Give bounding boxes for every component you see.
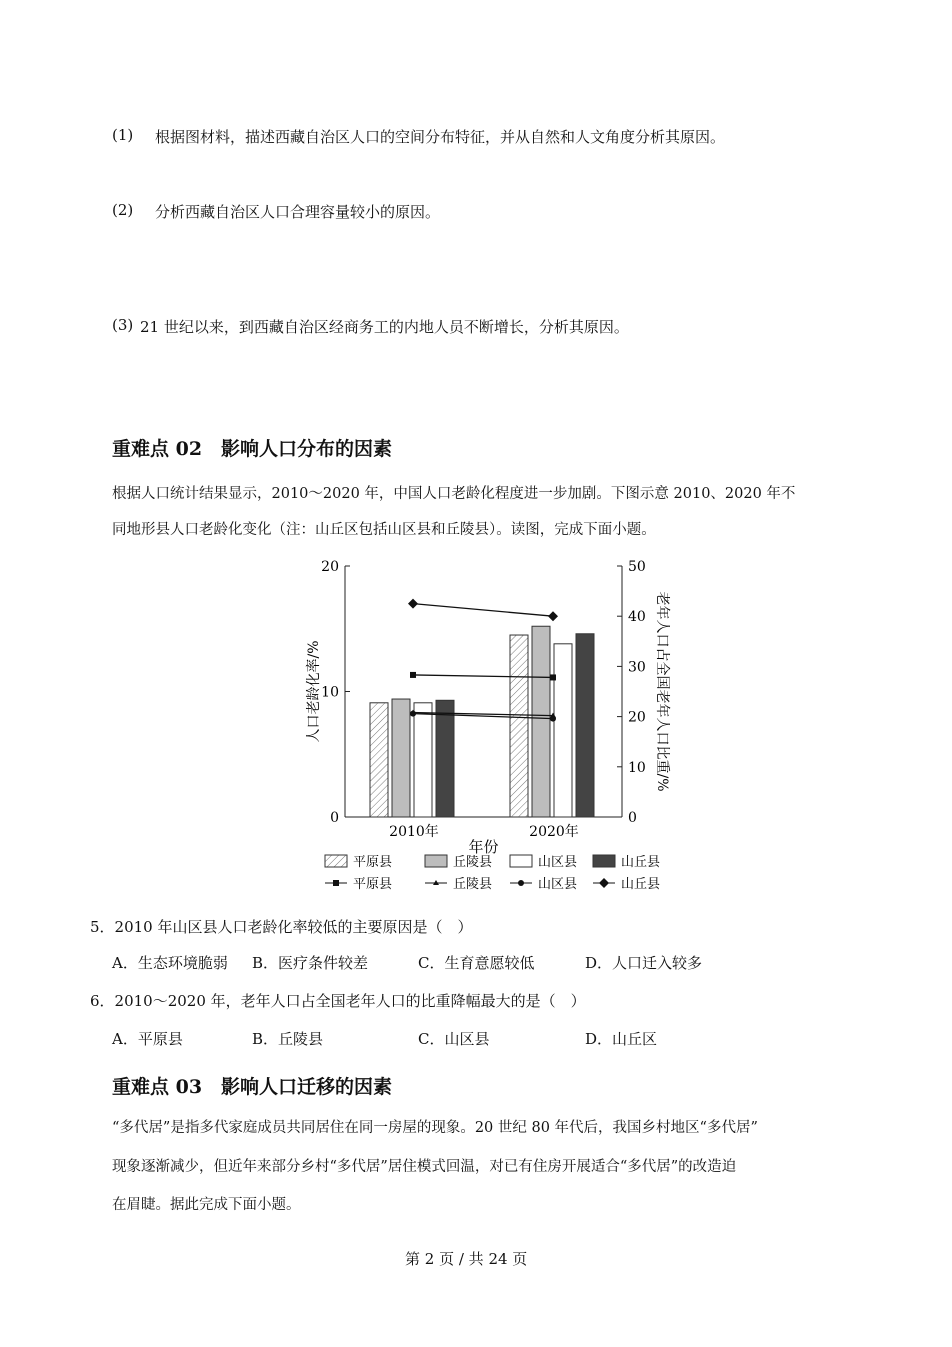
left-tick-label: 10 bbox=[321, 684, 339, 701]
legend-bar-swatch-山丘县 bbox=[593, 855, 615, 867]
bar-山丘县-2010年 bbox=[436, 700, 454, 817]
question-2-text: 分析西藏自治区人口合理容量较小的原因。 bbox=[155, 203, 441, 221]
legend-bar-swatch-丘陵县 bbox=[425, 855, 447, 867]
bar-平原县-2020年 bbox=[510, 635, 528, 817]
point-山区县-2020年 bbox=[550, 716, 556, 722]
q6-option-b: B．丘陵县 bbox=[252, 1030, 324, 1048]
left-tick-label: 20 bbox=[321, 559, 339, 575]
bar-丘陵县-2010年 bbox=[392, 699, 410, 817]
q6-option-c: C．山区县 bbox=[418, 1030, 490, 1048]
line-山丘县 bbox=[413, 604, 553, 617]
legend-bar-label: 山区县 bbox=[538, 855, 578, 870]
q5-option-b: B．医疗条件较差 bbox=[252, 954, 369, 972]
q6-option-d: D．山丘区 bbox=[585, 1030, 658, 1048]
bar-平原县-2010年 bbox=[370, 703, 388, 817]
legend-bar-swatch-平原县 bbox=[325, 855, 347, 867]
section-3-para-line3: 在眉睫。据此完成下面小题。 bbox=[112, 1197, 301, 1213]
right-tick-label: 10 bbox=[628, 759, 646, 776]
x-axis-label: 年份 bbox=[468, 838, 499, 856]
question-3-text: 21 世纪以来，到西藏自治区经商务工的内地人员不断增长，分析其原因。 bbox=[140, 318, 629, 336]
right-tick-label: 20 bbox=[628, 709, 646, 726]
bar-丘陵县-2020年 bbox=[532, 626, 550, 817]
legend-marker-山区县 bbox=[518, 880, 524, 886]
right-tick-label: 50 bbox=[628, 559, 646, 575]
q5-option-c: C．生育意愿较低 bbox=[418, 954, 535, 972]
section-3-para-line1: “多代居”是指多代家庭成员共同居住在同一房屋的现象。20 世纪 80 年代后，我国乡村地区“多代居” bbox=[112, 1120, 758, 1136]
q5-option-d: D．人口迁入较多 bbox=[585, 954, 703, 972]
point-山丘县-2020年 bbox=[548, 611, 558, 621]
right-tick-label: 30 bbox=[628, 659, 646, 676]
section-2-intro-line1: 根据人口统计结果显示，2010～2020 年，中国人口老龄化程度进一步加剧。下图示意 2010、2020 年不 bbox=[112, 486, 796, 502]
aging-chart bbox=[290, 550, 690, 900]
question-6-stem: 6．2010～2020 年，老年人口占全国老年人口的比重降幅最大的是（ ） bbox=[90, 992, 586, 1010]
legend-bar-label: 平原县 bbox=[353, 855, 393, 870]
legend-marker-平原县 bbox=[333, 880, 339, 886]
section-3-para-line2: 现象逐渐减少，但近年来部分乡村“多代居”居住模式回温，对已有住房开展适合“多代居”的改造迫 bbox=[112, 1159, 737, 1175]
x-tick-label: 2020年 bbox=[529, 824, 579, 840]
legend-bar-label: 丘陵县 bbox=[453, 855, 493, 870]
question-1-text: 根据图材料，描述西藏自治区人口的空间分布特征，并从自然和人文角度分析其原因。 bbox=[155, 128, 726, 146]
question-3-number: (3) bbox=[112, 316, 134, 334]
point-山区县-2010年 bbox=[410, 711, 416, 717]
legend-line-label: 丘陵县 bbox=[453, 877, 493, 892]
page-footer: 第 2 页 / 共 24 页 bbox=[405, 1250, 528, 1268]
question-2-number: (2) bbox=[112, 201, 134, 219]
y-axis-label: 人口老龄化率/% bbox=[306, 640, 322, 743]
bar-山区县-2010年 bbox=[414, 703, 432, 817]
section-2-intro-line2: 同地形县人口老龄化变化（注：山丘区包括山区县和丘陵县）。读图，完成下面小题。 bbox=[112, 522, 656, 538]
point-平原县-2010年 bbox=[410, 672, 416, 678]
left-tick-label: 0 bbox=[330, 810, 339, 826]
q5-option-a: A．生态环境脆弱 bbox=[112, 954, 228, 972]
legend-marker-山丘县 bbox=[599, 878, 609, 888]
point-平原县-2020年 bbox=[550, 674, 556, 680]
point-山丘县-2010年 bbox=[408, 599, 418, 609]
legend-bar-swatch-山区县 bbox=[510, 855, 532, 867]
x-tick-label: 2010年 bbox=[389, 824, 439, 840]
legend-line-label: 平原县 bbox=[353, 877, 393, 892]
q6-option-a: A．平原县 bbox=[112, 1030, 183, 1048]
legend-line-label: 山区县 bbox=[538, 877, 578, 892]
y-axis-right-label: 老年人口占全国老年人口比重/% bbox=[654, 591, 670, 792]
section-3-title: 重难点 03 影响人口迁移的因素 bbox=[112, 1076, 393, 1098]
bar-山丘县-2020年 bbox=[576, 634, 594, 817]
bar-山区县-2020年 bbox=[554, 644, 572, 817]
question-1-number: (1) bbox=[112, 126, 134, 144]
legend-line-label: 山丘县 bbox=[621, 877, 661, 892]
right-tick-label: 40 bbox=[628, 609, 646, 626]
right-tick-label: 0 bbox=[628, 810, 637, 826]
section-2-title: 重难点 02 影响人口分布的因素 bbox=[112, 438, 393, 460]
question-5-stem: 5．2010 年山区县人口老龄化率较低的主要原因是（ ） bbox=[90, 918, 473, 936]
legend-bar-label: 山丘县 bbox=[621, 855, 661, 870]
